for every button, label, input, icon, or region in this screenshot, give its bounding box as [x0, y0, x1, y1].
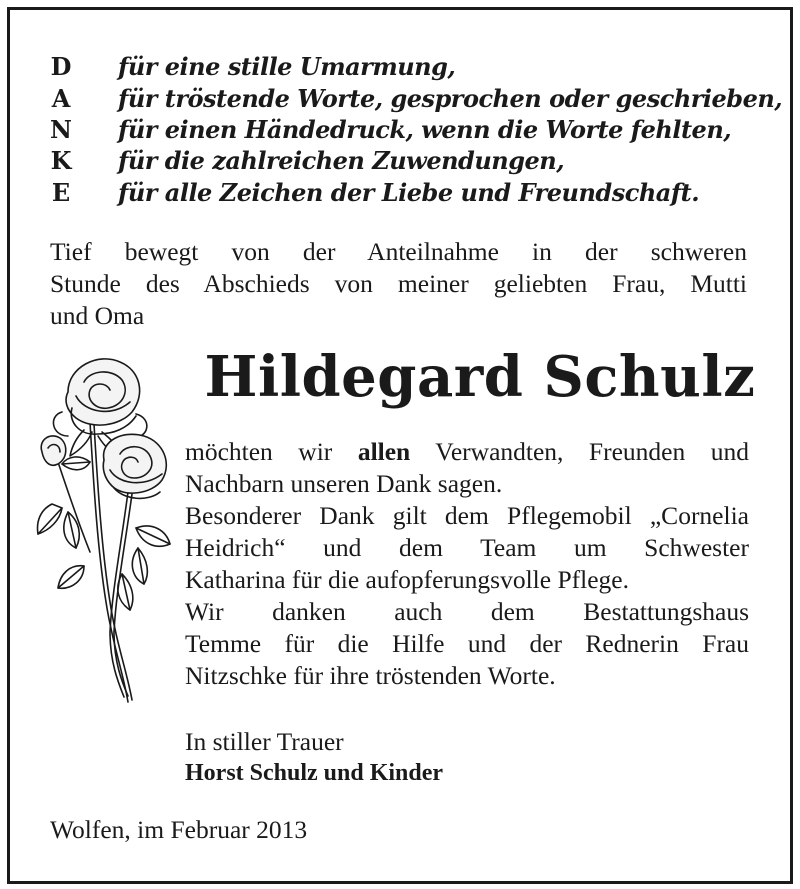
- deceased-name: Hildegard Schulz: [204, 344, 756, 410]
- intro-line-2: Stunde des Abschieds von meiner geliebten Frau, Mutti: [50, 269, 747, 298]
- danke-letter-d: D: [50, 52, 72, 81]
- danke-letter-a: A: [51, 84, 71, 113]
- danke-line-1: für eine stille Umarmung,: [118, 52, 456, 81]
- danke-line-5: für alle Zeichen der Liebe und Freundschaft.: [118, 178, 700, 207]
- thanks-line-1-emphasis: allen: [357, 437, 411, 466]
- thanks-line-7: Temme für die Hilfe und der Rednerin Frau: [185, 629, 749, 658]
- thanks-line-8: Nitzschke für ihre tröstenden Worte.: [185, 661, 556, 690]
- danke-letter-e: E: [51, 178, 71, 207]
- danke-letter-n: N: [50, 115, 72, 144]
- thanks-line-3: Besonderer Dank gilt dem Pflegemobil „Cornelia: [185, 501, 749, 530]
- thanks-line-1-start: möchten wir: [185, 437, 358, 466]
- thanks-line-2: Nachbarn unseren Dank sagen.: [185, 469, 503, 498]
- signature: Horst Schulz und Kinder: [185, 760, 444, 786]
- danke-line-4: für die zahlreichen Zuwendungen,: [118, 146, 565, 175]
- intro-line-3: und Oma: [50, 301, 145, 330]
- danke-line-3: für einen Händedruck, wenn die Worte fehlten,: [118, 115, 732, 144]
- thanks-line-5: Katharina für die aufopferungsvolle Pflege.: [185, 565, 629, 594]
- danke-letter-k: K: [50, 146, 72, 175]
- intro-line-1: Tief bewegt von der Anteilnahme in der schweren: [50, 237, 747, 266]
- thanks-line-1-end: Verwandten, Freunden und: [410, 437, 749, 466]
- danke-line-2: für tröstende Worte, gesprochen oder geschrieben,: [118, 84, 783, 113]
- thanks-line-6: Wir danken auch dem Bestattungshaus: [185, 597, 749, 626]
- place-date: Wolfen, im Februar 2013: [50, 815, 308, 844]
- thanks-line-4: Heidrich“ und dem Team um Schwester: [185, 533, 749, 562]
- thanks-line-1: [185, 436, 749, 467]
- rose-illustration-icon: [28, 352, 178, 712]
- mourning-line: In stiller Trauer: [185, 727, 344, 756]
